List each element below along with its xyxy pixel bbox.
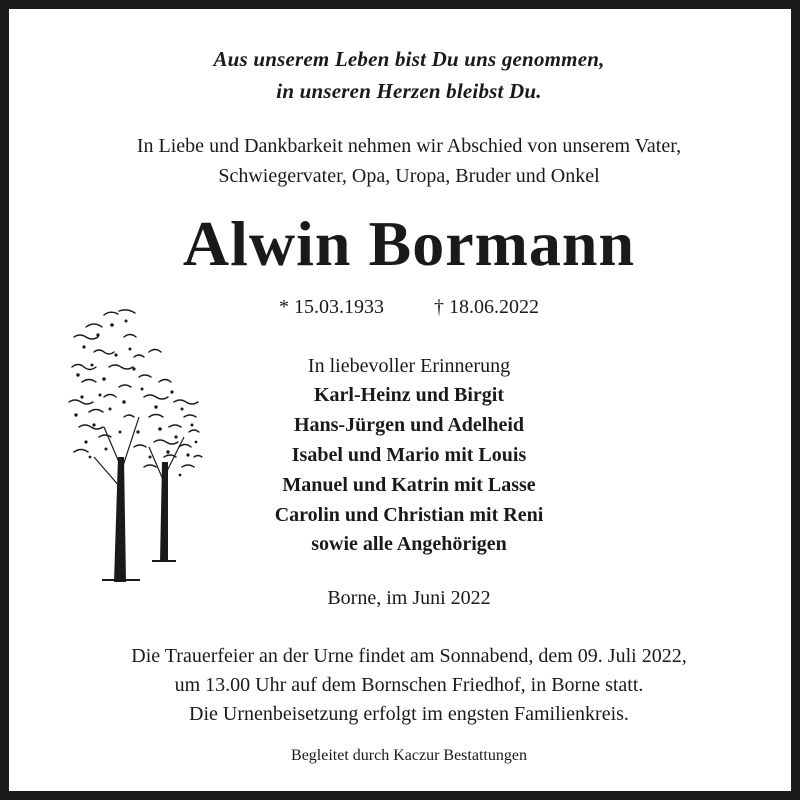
service-line-1: Die Trauerfeier an der Urne findet am Sonnabend, dem 09. Juli 2022, (131, 645, 687, 667)
death-date: † 18.06.2022 (434, 296, 539, 318)
mourner-line: Manuel und Katrin mit Lasse (282, 474, 536, 496)
intro-line-1: In Liebe und Dankbarkeit nehmen wir Abschied von unserem Vater, (136, 135, 682, 157)
service-line-2: um 13.00 Uhr auf dem Bornschen Friedhof, in Borne statt. (174, 674, 644, 696)
mourner-line: Hans-Jürgen und Adelheid (293, 414, 525, 436)
motto-line-1: Aus unserem Leben bist Du uns genommen, (213, 47, 605, 71)
mourner-line: Carolin und Christian mit Reni (274, 504, 544, 526)
deceased-name: Alwin Bormann (182, 208, 636, 279)
birth-date: * 15.03.1933 (279, 296, 384, 318)
place-and-date: Borne, im Juni 2022 (327, 587, 491, 609)
service-line-3: Die Urnenbeisetzung erfolgt im engsten Familienkreis. (189, 703, 629, 725)
mourner-line: sowie alle Angehörigen (311, 533, 507, 555)
motto-line-2: in unseren Herzen bleibst Du. (276, 79, 542, 103)
mourner-line: Isabel und Mario mit Louis (291, 444, 527, 466)
mourner-line: Karl-Heinz und Birgit (314, 384, 504, 406)
intro-line-2: Schwiegervater, Opa, Uropa, Bruder und Onkel (218, 165, 600, 187)
memory-heading: In liebevoller Erinnerung (307, 355, 511, 377)
undertaker-credit: Begleitet durch Kaczur Bestattungen (291, 747, 527, 764)
